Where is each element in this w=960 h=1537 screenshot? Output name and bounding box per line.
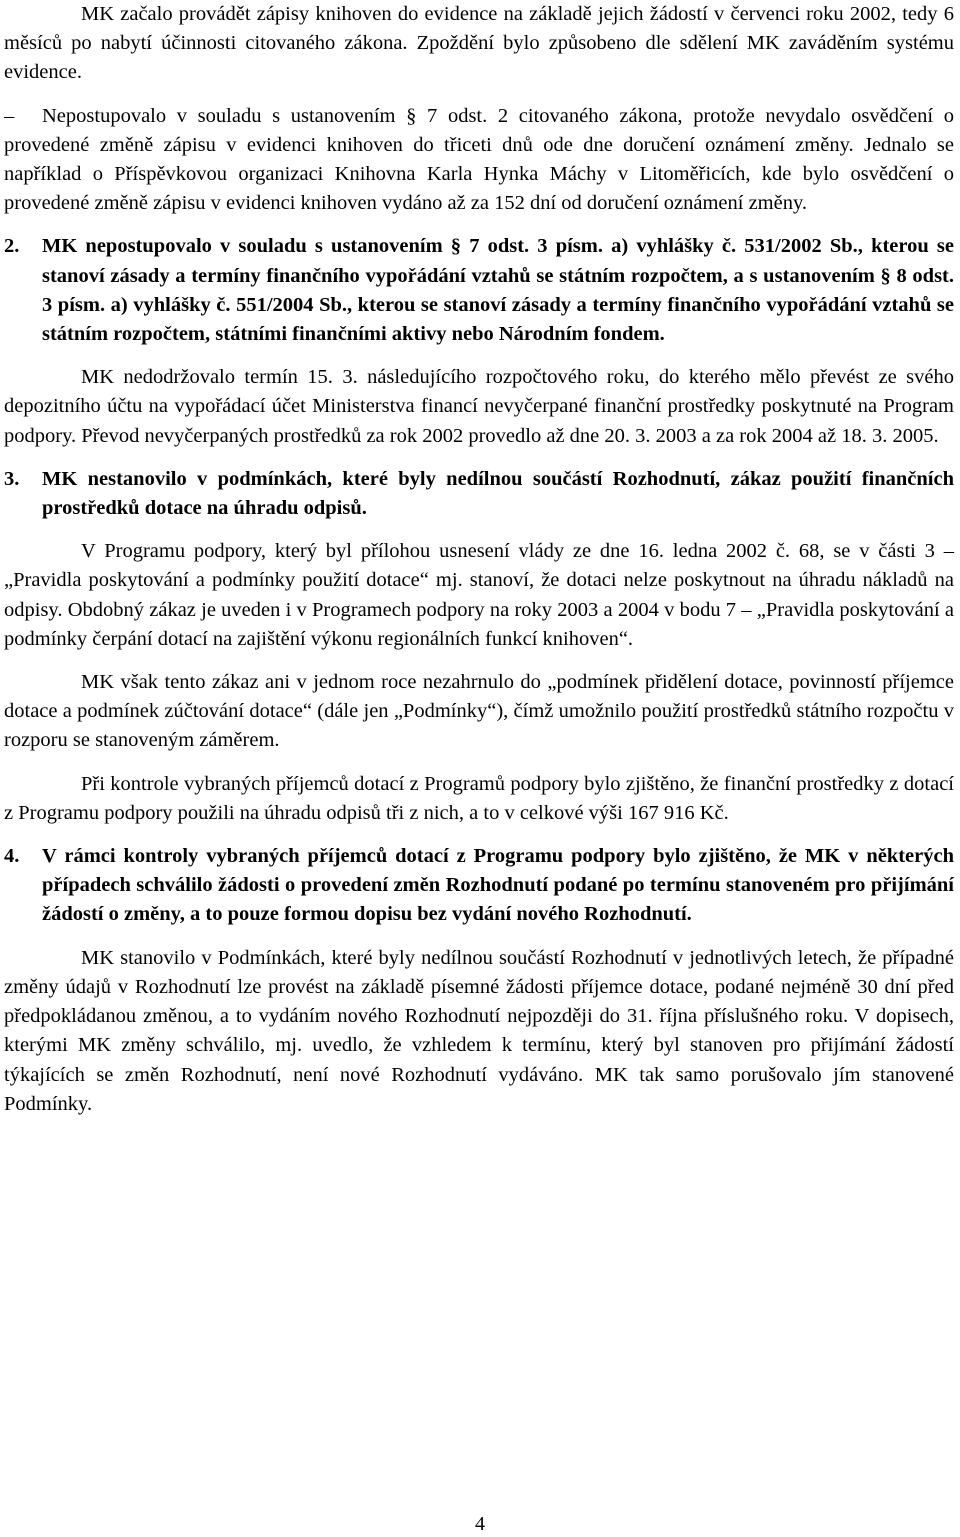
finding-2-number: 2.	[4, 235, 20, 258]
finding-4	[4, 842, 954, 930]
paragraph-dash-item	[4, 102, 954, 219]
page-number: 4	[475, 1513, 485, 1535]
finding-2-text: MK nepostupovalo v souladu s ustanovením § 7 odst. 3 písm. a) vyhlášky č. 531/2002 Sb., kterou se stanoví zásady a termíny finančního vypořádání vztahů se státním rozpočtem, a s ustanovením § 8 odst. 3 písm. a) vyhlášky č. 551/2004 Sb., kterou se stanoví zásady a termíny finančního vypořádání vztahů se státním rozpočtem, státními finančními aktivy nebo Národním fondem.	[42, 235, 954, 346]
finding-3-text: MK nestanovilo v podmínkách, které byly nedílnou součástí Rozhodnutí, zákaz použití finančních prostředků dotace na úhradu odpisů.	[42, 467, 954, 520]
dash-item-text: Nepostupovalo v souladu s ustanovením § 7 odst. 2 citovaného zákona, protože nevydalo osvědčení o provedené změně zápisu v evidenci knihoven do třiceti dnů ode dne doručení oznámení změny. Jednalo se například o Příspěvkovou organizaci Knihovna Karla Hynka Máchy v Litoměřicích, kde bylo osvědčení o provedené změně zápisu v evidenci knihoven vydáno až za 152 dní od doručení oznámení změny.	[4, 104, 954, 215]
finding-4-text: V rámci kontroly vybraných příjemců dotací z Programu podpory bylo zjištěno, že MK v některých případech schválilo žádosti o provedení změn Rozhodnutí podané po termínu stanoveném pro přijímání žádostí o změny, a to pouze formou dopisu bez vydání nového Rozhodnutí.	[42, 845, 954, 926]
finding-2	[4, 232, 954, 349]
paragraph-prohibition: MK však tento zákaz ani v jednom roce nezahrnulo do „podmínek přidělení dotace, povinností příjemce dotace a podmínek zúčtování dotace“ (dále jen „Podmínky“), čímž umožnilo použití prostředků státního rozpočtu v rozporu se stanoveným záměrem.	[4, 671, 954, 752]
finding-4-number: 4.	[4, 845, 20, 868]
finding-3-number: 3.	[4, 467, 20, 490]
paragraph-conditions: MK stanovilo v Podmínkách, které byly nedílnou součástí Rozhodnutí v jednotlivých letech, že případné změny údajů v Rozhodnutí lze provést na základě písemné žádosti příjemce dotace, podané nejméně 30 dní před předpokládanou změnou, a to vydáním nového Rozhodnutí nejpozději do 31. října příslušného roku. V dopisech, kterými MK změny schválilo, mj. uvedlo, že vzhledem k termínu, který byl stanoven pro přijímání žádostí týkajících se změn Rozhodnutí, není nové Rozhodnutí vydáváno. MK tak samo porušovalo jím stanovené Podmínky.	[4, 946, 954, 1115]
document-page	[4, 0, 954, 1119]
paragraph-registration-delay: MK začalo provádět zápisy knihoven do evidence na základě jejich žádostí v červenci roku 2002, tedy 6 měsíců po nabytí účinnosti citovaného zákona. Zpoždění bylo způsobeno dle sdělení MK zaváděním systému evidence.	[4, 3, 954, 84]
dash-bullet: –	[4, 104, 15, 127]
paragraph-deadline: MK nedodržovalo termín 15. 3. následujícího rozpočtového roku, do kterého mělo převést ze svého depozitního účtu na vypořádací účet Ministerstva financí nevyčerpané finanční prostředky poskytnuté na Program podpory. Převod nevyčerpaných prostředků za rok 2002 provedlo až dne 20. 3. 2003 a za rok 2004 až 18. 3. 2005.	[4, 366, 954, 447]
paragraph-program: V Programu podpory, který byl přílohou usnesení vlády ze dne 16. ledna 2002 č. 68, se v části 3 – „Pravidla poskytování a podmínky použití dotace“ mj. stanoví, že dotaci nelze poskytnout na úhradu nákladů na odpisy. Obdobný zákaz je uveden i v Programech podpory na roky 2003 a 2004 v bodu 7 – „Pravidla poskytování a podmínky čerpání dotací na zajištění výkonu regionálních funkcí knihoven“.	[4, 540, 954, 650]
finding-3	[4, 465, 954, 523]
paragraph-inspection: Při kontrole vybraných příjemců dotací z Programů podpory bylo zjištěno, že finanční prostředky z dotací z Programu podpory použili na úhradu odpisů tři z nich, a to v celkové výši 167 916 Kč.	[4, 772, 954, 824]
